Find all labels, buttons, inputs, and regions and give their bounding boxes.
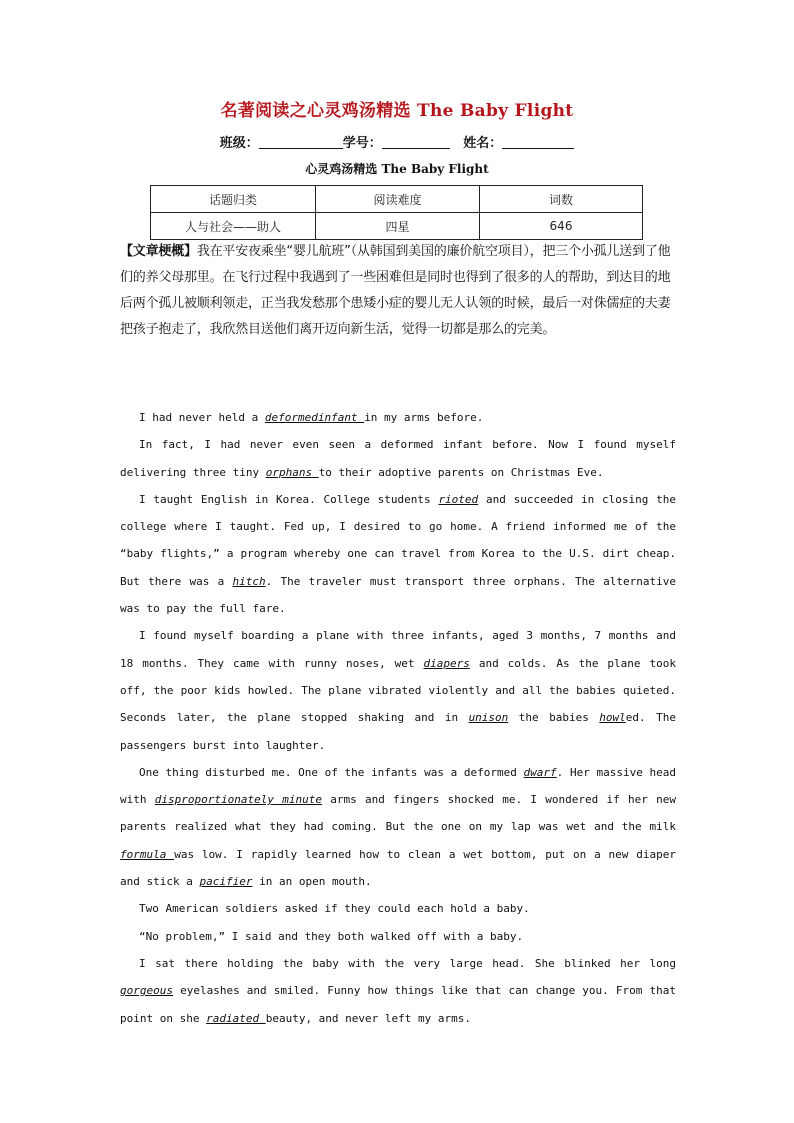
meta-value-wordcount: 646	[480, 213, 643, 240]
vocab-word: gorgeous	[120, 984, 173, 998]
vocab-word: orphans	[265, 465, 319, 479]
paragraph-text: to their adoptive parents on Christmas Eve.	[318, 465, 604, 479]
meta-header-wordcount: 词数	[480, 186, 643, 213]
vocab-word: unison	[468, 711, 509, 725]
student-info-line	[0, 132, 794, 151]
vocab-word: pacifier	[199, 875, 253, 889]
article-paragraph	[120, 950, 676, 1032]
article-paragraph	[120, 404, 676, 431]
vocab-word: dwarf	[523, 765, 557, 779]
paragraph-text: I sat there holding the baby with the very large head. She blinked her long	[139, 956, 676, 970]
class-label: 班级：	[219, 136, 259, 151]
vocab-word: howl	[599, 711, 626, 725]
vocab-word: radiated	[206, 1011, 266, 1025]
article-paragraph	[120, 759, 676, 895]
paragraph-text: and colds. As the plane took off, the poor kids howled. The plane vibrated violently and all the babies quieted. Seconds later, the plane stopped shaking and in	[120, 656, 676, 725]
meta-header-difficulty: 阅读难度	[316, 186, 480, 213]
id-label: 学号：	[342, 136, 382, 151]
paragraph-text: I taught English in Korea. College students	[139, 492, 439, 506]
paragraph-text: I had never held a	[139, 411, 265, 424]
paragraph-text: was low. I rapidly learned how to clean a wet bottom, put on a new diaper and stick a	[120, 847, 676, 889]
page-title: 名著阅读之心灵鸡汤精选 The Baby Flight	[220, 101, 574, 121]
article-paragraph	[120, 486, 676, 622]
paragraph-text: . Her massive head with	[120, 765, 676, 807]
paragraph-text: beauty, and never left my arms.	[265, 1011, 472, 1025]
meta-header-row	[151, 186, 643, 213]
paragraph-text: eyelashes and smiled. Funny how things like that can change you. From that point on she	[120, 984, 676, 1025]
vocab-word: formula	[120, 847, 175, 861]
name-blank[interactable]	[502, 135, 574, 149]
paragraph-text: in my arms before.	[364, 411, 484, 424]
paragraph-text: the babies	[508, 711, 600, 725]
paragraph-text: “No problem,” I said and they both walked off with a baby.	[139, 929, 524, 943]
paragraph-text: . The traveler must transport three orphans. The alternative was to pay the full fare.	[120, 574, 676, 616]
meta-value-topic: 人与社会——助人	[151, 213, 316, 240]
class-blank[interactable]	[259, 135, 343, 149]
meta-table	[150, 185, 643, 240]
article-body	[120, 404, 676, 1032]
summary-text: 我在平安夜乘坐“婴儿航班”（从韩国到美国的廉价航空项目），把三个小孤儿送到了他们的养父母那里。在飞行过程中我遇到了一些困难但是同时也得到了很多的人的帮助，到达目的地后两个孤儿被顺利领走，正当我发愁那个患矮小症的婴儿无人认领的时候，最后一对侏儒症的夫妻把孩子抱走了，我欣然目送他们离开迈向新生活，觉得一切都是那么的完美。	[120, 244, 671, 337]
paragraph-text: and succeeded in closing the college where I taught. Fed up, I desired to go home. A friend informed me of the “baby flights,” a program whereby one can travel from Korea to the U.S. dirt cheap. But there was a	[120, 492, 676, 588]
paragraph-text: One thing disturbed me. One of the infants was a deformed	[139, 765, 524, 779]
vocab-word: disproportionately minute	[154, 793, 322, 807]
article-paragraph	[120, 622, 676, 758]
vocab-word: rioted	[438, 492, 479, 506]
subtitle: 心灵鸡汤精选 The Baby Flight	[305, 162, 489, 176]
paragraph-text: arms and fingers shocked me. I wondered if her new parents realized what they had coming. But the one on my lap was wet and the milk	[120, 793, 676, 834]
vocab-word: hitch	[232, 574, 266, 588]
vocab-word: diapers	[423, 656, 470, 670]
vocab-word: deformedinfant	[264, 411, 365, 424]
summary-paragraph	[120, 239, 676, 343]
paragraph-text: in an open mouth.	[252, 875, 372, 889]
summary-label: 【文章梗概】	[120, 244, 197, 259]
article-paragraph	[120, 923, 676, 950]
article-paragraph	[120, 895, 676, 922]
id-blank[interactable]	[382, 135, 450, 149]
paragraph-text: ed. The passengers burst into laughter.	[120, 711, 676, 752]
paragraph-text: I found myself boarding a plane with three infants, aged 3 months, 7 months and 18 months. They came with runny noses, wet	[120, 629, 676, 670]
meta-value-difficulty: 四星	[316, 213, 480, 240]
meta-header-topic: 话题归类	[151, 186, 316, 213]
paragraph-text: Two American soldiers asked if they could each hold a baby.	[139, 902, 530, 916]
article-paragraph	[120, 431, 676, 486]
meta-value-row	[151, 213, 643, 240]
paragraph-text: In fact, I had never even seen a deformed infant before. Now I found myself delivering three tiny	[120, 438, 676, 479]
name-label: 姓名：	[463, 136, 503, 151]
